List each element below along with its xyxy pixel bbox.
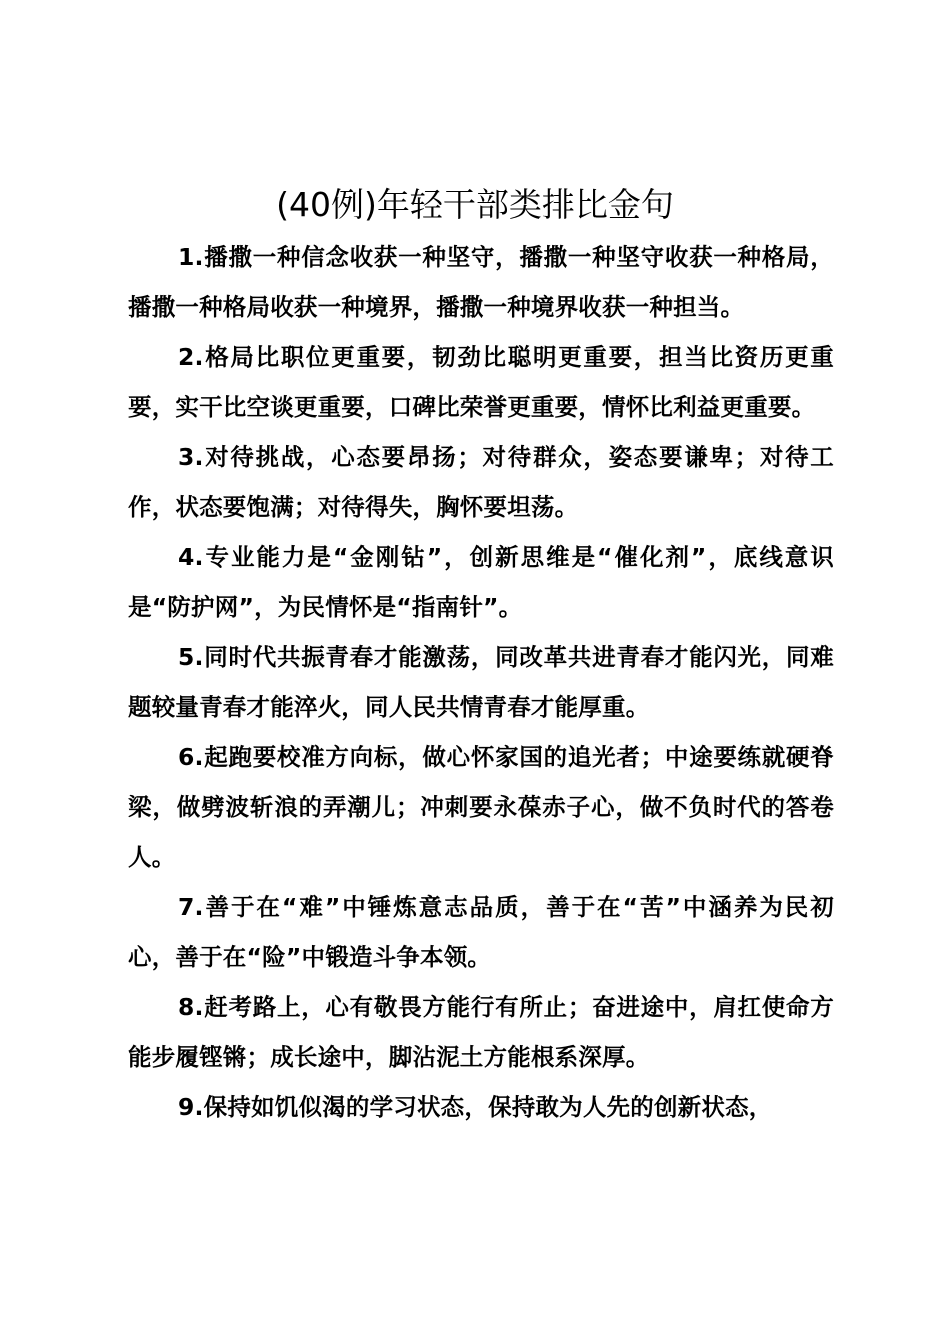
paragraph-3: 3.对待挑战，心态要昂扬；对待群众，姿态要谦卑；对待工作，状态要饱满；对待得失，胸怀要坦荡。	[128, 443, 834, 521]
document-body	[128, 232, 834, 1132]
paragraph-1: 1.播撒一种信念收获一种坚守，播撒一种坚守收获一种格局，播撒一种格局收获一种境界，播撒一种境界收获一种担当。	[128, 243, 834, 321]
paragraph-9: 9.保持如饥似渴的学习状态，保持敢为人先的创新状态，	[178, 1093, 773, 1121]
paragraph-7: 7.善于在“难”中锤炼意志品质，善于在“苦”中涵养为民初心，善于在“险”中锻造斗争本领。	[128, 893, 834, 971]
paragraph-4: 4.专业能力是“金刚钻”，创新思维是“催化剂”，底线意识是“防护网”，为民情怀是“指南针”。	[128, 543, 834, 621]
paragraph-6: 6.起跑要校准方向标，做心怀家国的追光者；中途要练就硬脊梁，做劈波斩浪的弄潮儿；冲刺要永葆赤子心，做不负时代的答卷人。	[128, 743, 834, 871]
paragraph-5: 5.同时代共振青春才能激荡，同改革共进青春才能闪光，同难题较量青春才能淬火，同人民共情青春才能厚重。	[128, 643, 834, 721]
document-title: (40例)年轻干部类排比金句	[276, 185, 674, 224]
paragraph-2: 2.格局比职位更重要，韧劲比聪明更重要，担当比资历更重要，实干比空谈更重要，口碑比荣誉更重要，情怀比利益更重要。	[128, 343, 834, 421]
paragraph-8: 8.赶考路上，心有敬畏方能行有所止；奋进途中，肩扛使命方能步履铿锵；成长途中，脚沾泥土方能根系深厚。	[128, 993, 834, 1071]
